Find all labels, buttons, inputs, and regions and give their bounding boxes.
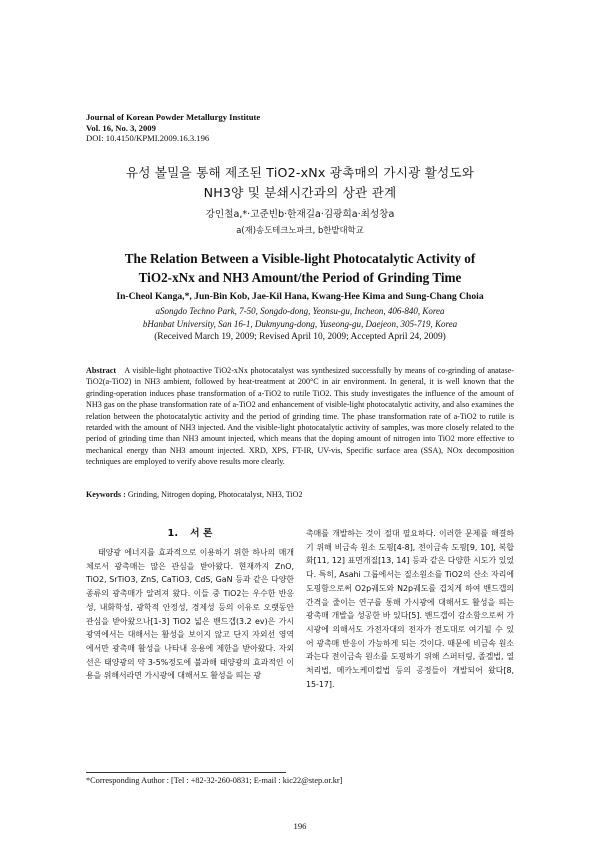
corresponding-author-footnote: *Corresponding Author : [Tel : +82-32-260-0831; E-mail : kic22@step.or.kr] — [86, 776, 343, 785]
page-number: 196 — [293, 821, 307, 831]
journal-volume: Vol. 16, No. 3, 2009 — [86, 122, 156, 133]
abstract-label: Abstract — [86, 366, 117, 375]
journal-name: Journal of Korean Powder Metallurgy Institute — [86, 112, 261, 122]
affiliation-b: bHanbat University, San 16-1, Dukmyung-dong, Yuseong-gu, Daejeon, 305-719, Korea — [142, 318, 458, 329]
footnote-divider — [86, 772, 286, 773]
intro-paragraph-left: 태양광 에너지를 효과적으로 이용하기 위한 하나의 매개체로서 광촉매는 많은 관심을 받아왔다. 현재까지 ZnO, TiO2, SrTiO3, ZnS, CaTiO3, CdS, GaN 등과 같은 다양한 종류의 광촉매가 알려져 왔다. 이들 중 TiO2는 우수한 반응성, 내화학성, 광학적 안정성, 경제성 등의 이유로 오랫동안 관심을 받아왔으나[1-3] TiO2 넓은 밴드갭(3.2 ev)은 가시광역에서는 대해서는 활성을 보이지 않고 단지 자외선 영역에서만 광촉매 활성을 나타내 응용에 제한을 받아왔다. 자외선은 태양광의 약 3-5%정도에 불과해 태양광의 효과적인 이용을 위해서라면 가시광에 대해서도 활성을 띄는 광 — [86, 548, 294, 681]
abstract — [86, 365, 514, 468]
korean-title — [60, 163, 540, 203]
english-authors: In-Cheol Kanga,*, Jun-Bin Kob, Jae-Kil Hana, Kwang-Hee Kima and Sung-Chang Choia — [116, 291, 484, 302]
keywords — [86, 489, 514, 500]
english-title-line2: TiO2-xNx and NH3 Amount/the Period of Grinding Time — [138, 270, 462, 285]
affiliation-a: aSongdo Techno Park, 7-50, Songdo-dong, Yeonsu-gu, Incheon, 406-840, Korea — [155, 306, 445, 316]
keywords-label: Keywords : — [86, 490, 126, 499]
right-column — [306, 527, 514, 691]
journal-doi: DOI: 10.4150/KPMI.2009.16.3.196 — [86, 133, 210, 144]
received-dates: (Received March 19, 2009; Revised April 10, 2009; Accepted April 24, 2009) — [154, 332, 446, 342]
english-title — [50, 249, 550, 287]
left-column — [86, 527, 294, 683]
korean-authors: 강인철a,*·고준빈b·한재길a·김광희a·최성창a — [205, 209, 395, 220]
korean-title-line2: NH3양 및 분쇄시간과의 상관 관계 — [203, 185, 397, 200]
section-number: 1. — [167, 528, 179, 539]
section-title: 서 론 — [190, 528, 213, 539]
korean-title-line1: 유성 볼밀을 통해 제조된 TiO2-xNx 광촉매의 가시광 활성도와 — [125, 165, 475, 180]
english-title-line1: The Relation Between a Visible-light Photocatalytic Activity of — [124, 251, 476, 266]
journal-header — [86, 112, 260, 144]
intro-paragraph-right: 촉매를 개발하는 것이 절대 필요하다. 이러한 문제를 해결하기 위해 비금속 원소 도핑[4-8], 전이금속 도핑[9, 10], 복합화[11, 12] 표면개질[13, 14] 등과 같은 다양한 시도가 있었다. 특히, Asahi 그룹에서는 질소원소를 TiO2의 산소 자리에 도핑함으로써 O2p궤도와 N2p궤도를 겹치게 하여 밴드갭의 간격을 줄이는 연구를 통해 가시광에 대해서도 활성을 띄는 광촉매 개발을 성공한 바 있다[5]. 밴드갭이 감소함으로써 가시광에 의해서도 가전자대의 전자가 전도대로 여기될 수 있어 광촉매 반응이 가능하게 되는 것이다. 때문에 비금속 원소과는다 전이금속 원소를 도핑하기 위해 스퍼터링, 졸겔법, 열처리법, 메카노케미컬법 등의 공정들이 개발되어 왔다[8, 15-17]. — [306, 529, 514, 689]
english-affiliations — [50, 305, 550, 330]
abstract-text: A visible-light photoactive TiO2-xNx photocatalyst was synthesized successfully by means of co-grinding of anatase-TiO2(a-TiO2) in NH3 ambient, followed by heat-treatment at 200°C in air environment. In general, it is well known that the grinding-operation induces phase transformation of a-TiO2 to rutile TiO2. This study investigates the influence of the amount of NH3 gas on the phase transformation rate of a-TiO2 and enhancement of visible-light photocatalytic activity, and also examines the relation between the photocatalytic activity and the period of grinding time. The phase transformation rate of a-TiO2 to rutile is retarded with the amount of NH3 injected. And the visible-light photocatalytic activity of samples, was more closely related to the period of grinding time than NH3 amount injected, which means that the doping amount of nitrogen into TiO2 more effective to mechanical energy than NH3 amount injected. XRD, XPS, FT-IR, UV-vis, Specific surface area (SSA), NOx decomposition techniques are employed to verify above results more clearly. — [86, 366, 514, 467]
korean-affiliation: a(재)송도테크노파크, b한밭대학교 — [236, 225, 364, 235]
keywords-text: Grinding, Nitrogen doping, Photocatalyst, NH3, TiO2 — [127, 490, 303, 499]
section-heading — [86, 527, 294, 541]
